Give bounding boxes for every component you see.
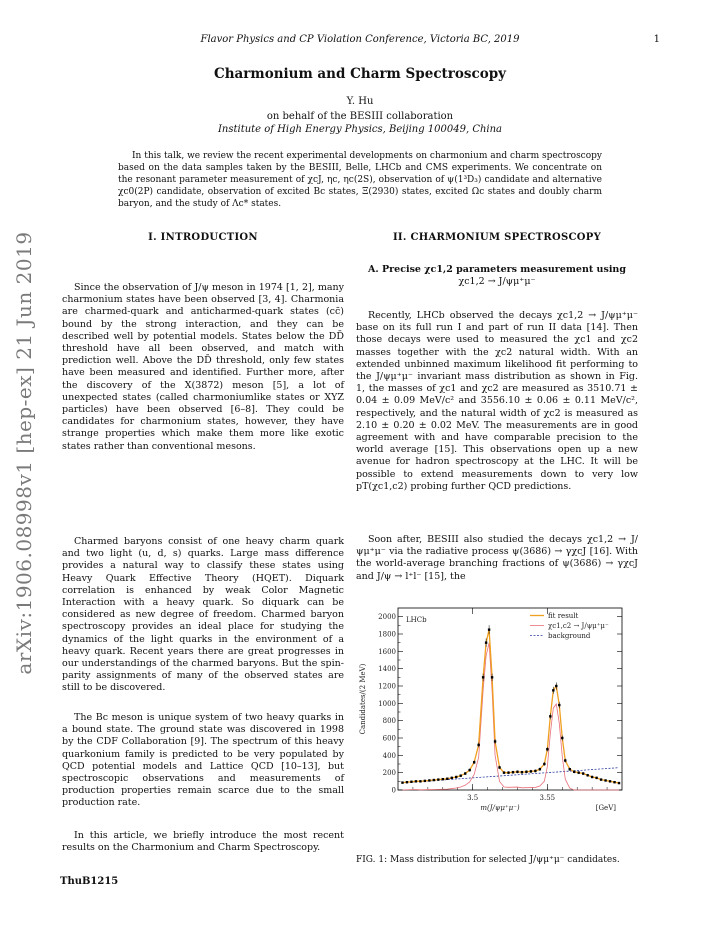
- data-point: [564, 759, 566, 761]
- x-axis-label: m(J/ψμ⁺μ⁻): [480, 804, 520, 812]
- arxiv-stamp-text: arXiv:1906.08998v1 [hep-ex] 21 Jun 2019: [12, 231, 36, 675]
- data-point: [485, 641, 487, 643]
- data-point: [595, 777, 597, 779]
- data-point: [591, 776, 593, 778]
- subsection-title-line-2: χc1,2 → J/ψμ⁺μ⁻: [458, 276, 536, 287]
- data-point: [433, 779, 435, 781]
- y-tick-label-6: 1200: [378, 682, 396, 691]
- data-point: [609, 780, 611, 782]
- legend-entry-1: χc1,c2 → J/ψμ⁺μ⁻: [548, 622, 609, 630]
- data-point: [507, 771, 509, 773]
- x-tick-label-0: 3.5: [467, 794, 479, 802]
- section-title-charmonium: II. CHARMONIUM SPECTROSCOPY: [392, 232, 602, 243]
- data-point: [561, 737, 563, 739]
- intro-text-3: The Bc meson is unique system of two heavy quarks in a bound state. The ground state was discovered in 1998 by the CDF Collaboration [9]. The spectrum of this heavy quarkonium family is predicted to be very populated by QCD potential models and Lattice QCD [10–13], but spectroscopic observations and measurements of production properties remain scarce due to the small production rate.: [62, 712, 344, 809]
- subsection-title-line-1: A. Precise χc1,2 parameters measurement using: [368, 264, 626, 275]
- data-point: [498, 766, 500, 768]
- intro-paragraph-3: [62, 712, 344, 810]
- data-point: [424, 780, 426, 782]
- intro-paragraph-4: [62, 830, 344, 854]
- y-tick-label-8: 1600: [378, 647, 396, 656]
- y-axis-label: Candidates/(2 MeV): [359, 663, 367, 735]
- intro-paragraph-1: [62, 282, 344, 453]
- data-points: [401, 625, 620, 784]
- data-point: [464, 772, 466, 774]
- affiliation-line: on behalf of the BESIII collaboration: [266, 111, 454, 122]
- y-tick-label-9: 1800: [378, 630, 396, 639]
- data-point: [613, 781, 615, 783]
- data-point: [573, 771, 575, 773]
- data-point: [491, 676, 493, 678]
- data-point: [494, 740, 496, 742]
- charmonium-paragraph-1: [356, 310, 638, 493]
- charmonium-paragraph-2: [356, 534, 638, 583]
- fit-curve: [402, 630, 619, 783]
- x-axis-unit: [GeV]: [595, 804, 616, 812]
- data-point: [577, 771, 579, 773]
- paper-title: Charmonium and Charm Spectroscopy: [213, 66, 507, 82]
- data-point: [401, 781, 403, 783]
- y-tick-label-7: 1400: [378, 665, 396, 674]
- charmonium-text-1: Recently, LHCb observed the decays χc1,2 → J/ψμ⁺μ⁻ base on its full run I and part of run II data [14]. Then those decays were used to measured the χc1 and χc2 masses together with the χc2 natural width. With an extended unbinned maximum likelihood fit performing to the J/ψμ⁺μ⁻ invariant mass distribution as shown in Fig. 1, the masses of χc1 and χc2 are measured as 3510.71 ± 0.04 ± 0.09 MeV/c² and 3556.10 ± 0.06 ± 0.11 MeV/c², respectively, and the natural width of χc2 is measured as 2.10 ± 0.20 ± 0.02 MeV. The measurements are in good agreement with and have comparable precision to the world average [15]. This observations open up a new avenue for hadron spectroscopy at the LHC. It will be possible to extend measurements down to very low pT(χc1,c2) probing further QCD predictions.: [356, 310, 638, 492]
- intro-paragraph-2: [62, 536, 344, 695]
- figure-caption: FIG. 1: Mass distribution for selected J/ψμ⁺μ⁻ candidates.: [356, 855, 620, 865]
- data-point: [582, 772, 584, 774]
- intro-text-2: Charmed baryons consist of one heavy charm quark and two light (u, d, s) quarks. Large mass difference provides a natural way to classify these states using Heavy Quark Effective Theory (HQET). Diquark correlation is enhanced by weak Color Magnetic Interaction with a heavy quark. So diquark can be considered as new degree of freedom. Charmed baryon spectroscopy provides an ideal place for studying the dynamics of the light quarks in the environment of a heavy quark. Recent years there are great progresses in our understandings of the charmed baryons. But the spin-parity assignments of many of the observed states are still to be discovered.: [62, 536, 344, 694]
- y-tick-label-0: 0: [391, 786, 396, 795]
- data-point: [482, 676, 484, 678]
- intro-text-4: In this article, we briefly introduce the most recent results on the Charmonium and Charm Spectroscopy.: [62, 830, 344, 854]
- signal-line: [402, 643, 619, 790]
- data-point: [525, 771, 527, 773]
- data-point: [455, 776, 457, 778]
- legend-entry-0: fit result: [548, 612, 579, 620]
- running-header: Flavor Physics and CP Violation Conference, Victoria BC, 2019: [200, 34, 520, 45]
- y-tick-label-10: 2000: [378, 613, 396, 622]
- institute: Institute of High Energy Physics, Beijing 100049, China: [217, 124, 503, 135]
- data-point: [460, 775, 462, 777]
- charmonium-text-2: Soon after, BESIII also studied the decays χc1,2 → J/ψμ⁺μ⁻ via the radiative process ψ(3686) → γχcJ [16]. With the world-average branching fractions of ψ(3686) → γχcJ and J/ψ → l⁺l⁻ [15], the: [356, 534, 638, 582]
- data-point: [558, 704, 560, 706]
- data-point: [543, 763, 545, 765]
- y-tick-label-4: 800: [382, 717, 396, 726]
- signal-curve: [402, 643, 619, 790]
- page-number: 1: [653, 34, 660, 45]
- data-point: [503, 771, 505, 773]
- data-point: [516, 771, 518, 773]
- abstract: In this talk, we review the recent experimental developments on charmonium and charm spectroscopy based on the data samples taken by the BESIII, Belle, LHCb and CMS experiments. We concentrate on the resonant parameter measurement of χcJ, ηc, ηc(2S), observation of ψ(1³D₃) candidate and alternative χc0(2P) candidate, observation of excited Bc states, Ξ(2930) states, excited Ωc states and doubly charm baryon, and the study of Λc* states.: [118, 151, 602, 209]
- experiment-label: LHCb: [406, 616, 427, 624]
- data-point: [569, 768, 571, 770]
- arxiv-stamp: [4, 231, 44, 675]
- x-tick-label-1: 3.55: [539, 794, 556, 802]
- data-point: [406, 781, 408, 783]
- section-title-introduction: I. INTRODUCTION: [148, 232, 258, 243]
- data-point: [618, 782, 620, 784]
- data-point: [512, 771, 514, 773]
- data-point: [549, 715, 551, 717]
- data-point: [451, 777, 453, 779]
- data-point: [521, 771, 523, 773]
- fit-line: [402, 630, 619, 783]
- data-point: [446, 778, 448, 780]
- y-tick-label-1: 200: [382, 769, 396, 778]
- figure-1: [356, 594, 636, 826]
- data-point: [530, 770, 532, 772]
- footer-code: ThuB1215: [60, 876, 119, 887]
- chart-labels: [359, 612, 616, 812]
- data-point: [604, 779, 606, 781]
- data-point: [600, 778, 602, 780]
- data-point: [488, 628, 490, 630]
- data-point: [586, 774, 588, 776]
- data-point: [539, 768, 541, 770]
- data-point: [428, 779, 430, 781]
- data-point: [468, 769, 470, 771]
- y-tick-label-5: 1000: [378, 699, 396, 708]
- subsection-title: [356, 264, 638, 288]
- data-point: [419, 780, 421, 782]
- mass-distribution-chart: [356, 594, 636, 826]
- author-name: Y. Hu: [346, 96, 374, 107]
- y-tick-label-3: 600: [382, 734, 396, 743]
- intro-text-1: Since the observation of J/ψ meson in 1974 [1, 2], many charmonium states have been observed [3, 4]. Charmonia are charmed-quark and anticharmed-quark states (cc̄) bound by the strong interaction, and they can be described well by potential models. States below the DD̄ threshold have all been observed, and match with prediction well. Above the DD̄ threshold, only few states have been measured and identified. Further more, after the discovery of the X(3872) meson [5], a lot of unexpected states (called charmoniumlike states or XYZ particles) have been observed [6–8]. They could be candidates for charmonium states, however, they have strange properties which make them more like exotic states rather than conventional mesons.: [62, 282, 344, 452]
- data-point: [415, 780, 417, 782]
- data-point: [555, 685, 557, 687]
- data-point: [546, 748, 548, 750]
- data-point: [473, 761, 475, 763]
- data-point: [442, 778, 444, 780]
- y-tick-label-2: 400: [382, 751, 396, 760]
- data-point: [437, 778, 439, 780]
- legend-entry-2: background: [548, 632, 591, 640]
- data-point: [534, 770, 536, 772]
- data-point: [410, 781, 412, 783]
- data-point: [477, 744, 479, 746]
- data-point: [552, 689, 554, 691]
